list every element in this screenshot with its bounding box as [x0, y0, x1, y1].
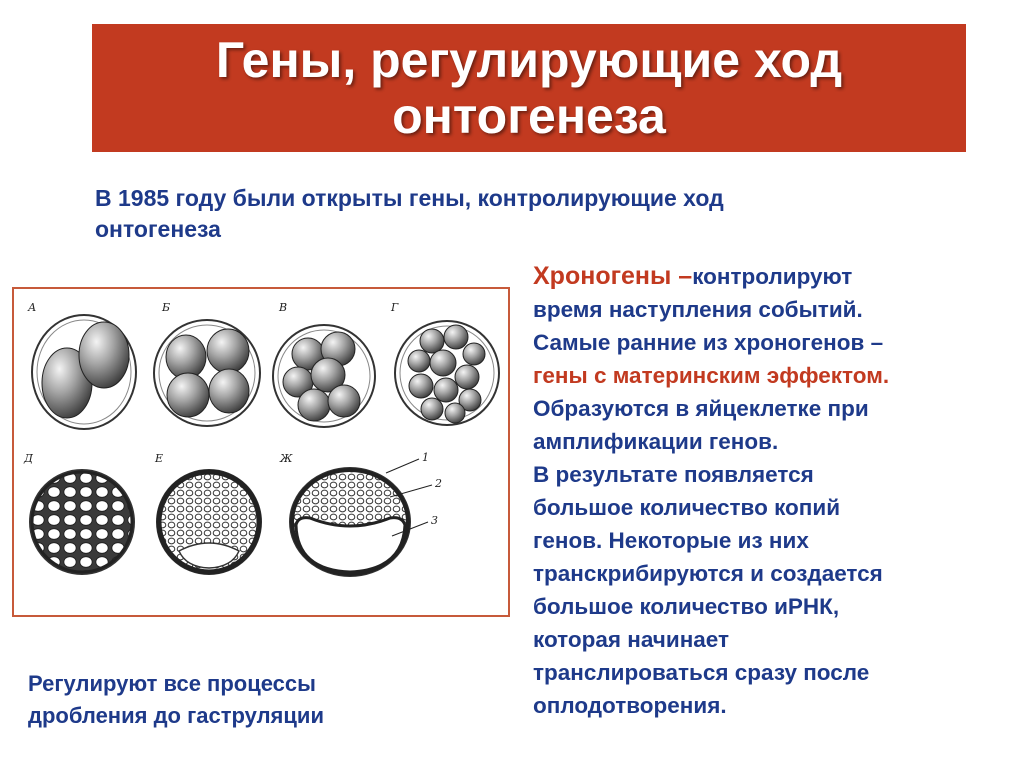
figure-label-g: Г — [391, 301, 399, 314]
description-line-9: генов. Некоторые из них — [533, 528, 809, 553]
description-line-8: большое количество копий — [533, 495, 841, 520]
embryo-stage-zh — [290, 459, 432, 576]
figure-label-v: В — [279, 301, 288, 314]
description-line-4: гены с материнским эффектом. — [533, 363, 890, 388]
description-line-3: Самые ранние из хроногенов – — [533, 330, 884, 355]
caption-line-1: Регулируют все процессы — [28, 671, 316, 696]
figure-label-b: Б — [162, 301, 171, 314]
embryo-stage-d — [30, 470, 134, 574]
embryo-stage-v — [273, 325, 375, 427]
description-line-2: время наступления событий. — [533, 297, 863, 322]
figure-callout-3: 3 — [431, 514, 438, 527]
embryo-diagram — [14, 289, 508, 615]
title-line-1: Гены, регулирующие ход — [215, 32, 843, 88]
figure-callout-2: 2 — [435, 477, 442, 490]
description-line-13: транслироваться сразу после — [533, 660, 870, 685]
description-text-1: контролируют — [692, 264, 853, 289]
embryo-stage-e — [157, 470, 261, 574]
figure-label-d: Д — [24, 452, 33, 465]
embryo-stage-b — [154, 320, 260, 426]
title-banner — [92, 24, 966, 152]
description-line-6: амплификации генов. — [533, 429, 779, 454]
intro-line-2: онтогенеза — [95, 216, 221, 242]
embryo-cleavage-figure — [12, 287, 510, 617]
description-line-1 — [533, 260, 1013, 293]
description-line-7: В результате появляется — [533, 462, 814, 487]
embryo-stage-g — [395, 321, 499, 425]
chronogenes-description — [533, 260, 1013, 722]
description-line-12: которая начинает — [533, 627, 730, 652]
description-line-10: транскрибируются и создается — [533, 561, 883, 586]
figure-label-e: Е — [155, 452, 164, 465]
description-line-5: Образуются в яйцеклетке при — [533, 396, 869, 421]
caption-line-2: дробления до гаструляции — [28, 703, 324, 728]
embryo-stage-a — [32, 315, 136, 429]
figure-callout-1: 1 — [422, 451, 429, 464]
intro-text — [95, 183, 975, 245]
term-chronogenes: Хроногены – — [533, 262, 693, 290]
figure-label-zh: Ж — [280, 452, 293, 465]
description-line-11: большое количество иРНК, — [533, 594, 840, 619]
description-line-14: оплодотворения. — [533, 693, 727, 718]
cleavage-regulation-caption — [28, 668, 458, 732]
title-line-2: онтогенеза — [392, 88, 666, 144]
intro-line-1: В 1985 году были открыты гены, контролирующие ход — [95, 185, 724, 211]
figure-label-a: А — [28, 301, 37, 314]
